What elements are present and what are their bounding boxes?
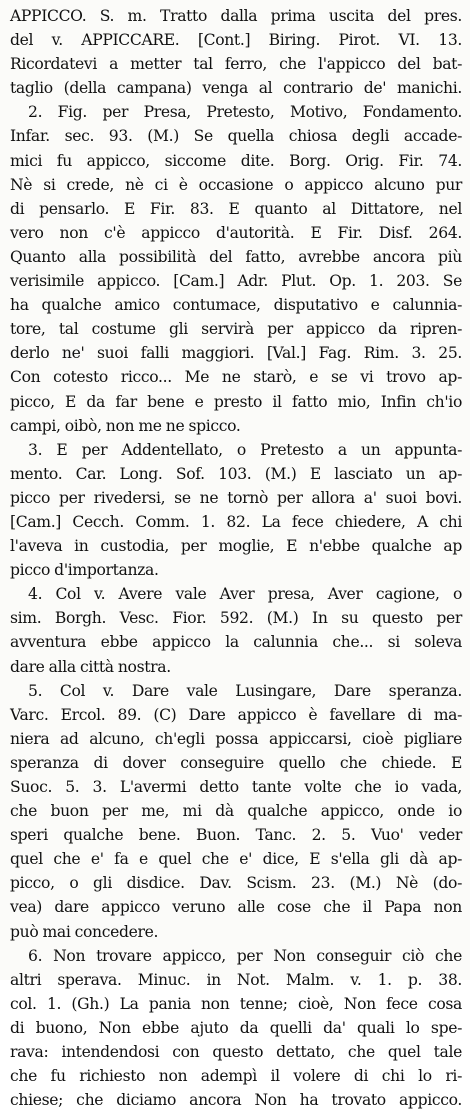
- text-line: Varc. Ercol. 89. (C) Dare appicco è favellare di ma-: [10, 705, 462, 724]
- text-line: campi, oibò, non me ne spicco.: [10, 416, 241, 435]
- text-line: tore, tal costume gli servirà per appicco da ripren-: [10, 320, 462, 339]
- text-line: speri qualche bene. Buon. Tanc. 2. 5. Vuo' veder: [10, 826, 462, 845]
- text-line: Infar. sec. 93. (M.) Se quella chiosa degli accade-: [10, 127, 462, 146]
- text-line: che fu richiesto non adempì il volere di chi lo ri-: [10, 1067, 462, 1086]
- text-line: picco d'importanza.: [10, 561, 159, 580]
- text-line: 3. E per Addentellato, o Pretesto a un appunta-: [28, 440, 462, 459]
- text-line: Quanto alla possibilità del fatto, avrebbe ancora più: [10, 247, 462, 266]
- text-line: mento. Car. Long. Sof. 103. (M.) E lasciato un ap-: [10, 464, 462, 483]
- text-line: rava: intendendosi con questo dettato, che quel tale: [10, 1043, 462, 1062]
- text-line: chiese; che diciamo ancora Non ha trovato appicco.: [10, 1091, 462, 1110]
- text-line: picco per rivedersi, se ne tornò per allora a' suoi bovi.: [10, 488, 462, 507]
- text-line: APPICCO. S. m. Tratto dalla prima uscita del pres.: [10, 7, 462, 25]
- text-line: Ricordatevi a metter tal ferro, che l'appicco del bat-: [10, 55, 462, 74]
- text-line: che buon per me, mi dà qualche appicco, onde io: [10, 802, 462, 821]
- text-line: Suoc. 5. 3. L'avermi detto tante volte che io vada,: [10, 778, 462, 796]
- text-line: Con cotesto ricco... Me ne starò, e se vi trovo ap-: [10, 368, 462, 387]
- text-line: vero non c'è appicco d'autorità. E Fir. Disf. 264.: [10, 223, 462, 242]
- text-line: sim. Borgh. Vesc. Fior. 592. (M.) In su questo per: [10, 609, 462, 628]
- text-line: ha qualche amico contumace, disputativo e calunnia-: [10, 296, 462, 315]
- text-line: [Cam.] Cecch. Comm. 1. 82. La fece chiedere, A chi: [10, 512, 462, 531]
- text-line: avventura ebbe appicco la calunnia che... si soleva: [10, 633, 462, 652]
- text-line: verisimile appicco. [Cam.] Adr. Plut. Op. 1. 203. Se: [10, 272, 462, 291]
- text-line: taglio (della campana) venga al contrario de' manichi.: [10, 79, 462, 98]
- text-line: l'aveva in custodia, per moglie, E n'ebbe qualche ap: [10, 537, 462, 556]
- text-line: mici fu appicco, siccome dite. Borg. Orig. Fir. 74.: [10, 151, 462, 170]
- text-line: speranza di dover conseguire quello che chiede. E: [10, 753, 462, 772]
- text-line: picco, o gli disdice. Dav. Scism. 23. (M.) Nè (do-: [10, 874, 462, 893]
- text-line: può mai concedere.: [10, 922, 159, 941]
- text-line: col. 1. (Gh.) La pania non tenne; cioè, Non fece cosa: [10, 994, 462, 1013]
- text-line: 5. Col v. Dare vale Lusingare, Dare speranza.: [28, 681, 462, 700]
- text-line: quel che e' fa e quel che e' dice, E s'ella gli dà ap-: [10, 850, 462, 869]
- text-line: derlo ne' suoi falli maggiori. [Val.] Fag. Rim. 3. 25.: [10, 344, 462, 363]
- text-line: niera ad alcuno, ch'egli possa appiccarsi, cioè pigliare: [10, 729, 462, 748]
- text-line: altri sperava. Minuc. in Not. Malm. v. 1. p. 38.: [10, 970, 462, 989]
- text-line: 2. Fig. per Presa, Pretesto, Motivo, Fondamento.: [28, 103, 462, 122]
- text-line: Nè si crede, nè ci è occasione o appicco alcuno pur: [10, 175, 462, 194]
- text-line: vea) dare appicco veruno alle cose che il Papa non: [10, 898, 462, 917]
- text-line: 6. Non trovare appicco, per Non conseguir ciò che: [28, 946, 462, 965]
- text-line: picco, E da far bene e presto il fatto mio, Infin ch'io: [10, 392, 462, 411]
- text-line: del v. APPICCARE. [Cont.] Biring. Pirot. VI. 13.: [10, 31, 462, 50]
- text-line: 4. Col v. Avere vale Aver presa, Aver cagione, o: [28, 585, 462, 604]
- text-line: di pensarlo. E Fir. 83. E quanto al Dittatore, nel: [10, 199, 462, 218]
- text-line: dare alla città nostra.: [10, 657, 171, 676]
- text-line: di buono, Non ebbe ajuto da quelli da' quali lo spe-: [10, 1018, 462, 1037]
